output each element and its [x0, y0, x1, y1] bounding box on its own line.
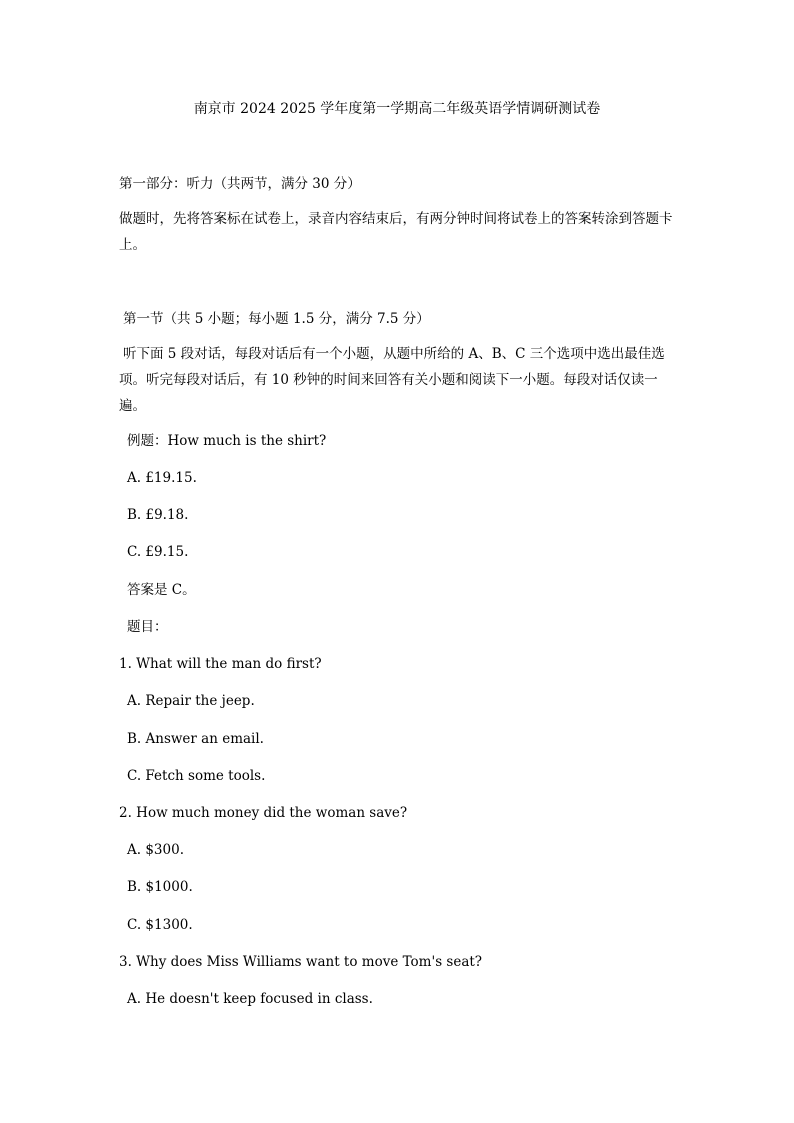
- part1-heading: 第一部分：听力（共两节，满分 30 分）: [119, 176, 361, 192]
- section1-instructions: 听下面 5 段对话，每段对话后有一个小题，从题中所给的 A、B、C 三个选项中选出最佳选项。听完每段对话后，有 10 秒钟的时间来回答有关小题和阅读下一小题。每段对话仅读一遍。: [119, 346, 665, 414]
- question-2-stem: 2. How much money did the woman save?: [119, 805, 408, 821]
- example-answer: 答案是 C。: [127, 582, 196, 598]
- example-option-c: C. £9.15.: [127, 544, 189, 560]
- question-1-stem: 1. What will the man do first?: [119, 656, 322, 672]
- question-1-option-a: A. Repair the jeep.: [127, 693, 255, 709]
- question-2-option-a: A. $300.: [127, 842, 184, 858]
- section1-heading: 第一节（共 5 小题；每小题 1.5 分，满分 7.5 分）: [123, 311, 430, 327]
- question-3-option-a: A. He doesn't keep focused in class.: [127, 991, 373, 1007]
- questions-label: 题目：: [127, 619, 168, 635]
- example-option-b: B. £9.18.: [127, 507, 189, 523]
- page-title: 南京市 2024 2025 学年度第一学期高二年级英语学情调研测试卷: [193, 101, 601, 117]
- question-2-option-c: C. $1300.: [127, 917, 193, 933]
- question-1-option-b: B. Answer an email.: [127, 731, 264, 747]
- example-option-a: A. £19.15.: [127, 470, 197, 486]
- question-1-option-c: C. Fetch some tools.: [127, 768, 266, 784]
- example-question: 例题：How much is the shirt?: [127, 433, 327, 449]
- question-2-option-b: B. $1000.: [127, 879, 193, 895]
- question-3-stem: 3. Why does Miss Williams want to move Tom's seat?: [119, 954, 483, 970]
- part1-instructions: 做题时，先将答案标在试卷上，录音内容结束后，有两分钟时间将试卷上的答案转涂到答题卡上。: [119, 211, 673, 253]
